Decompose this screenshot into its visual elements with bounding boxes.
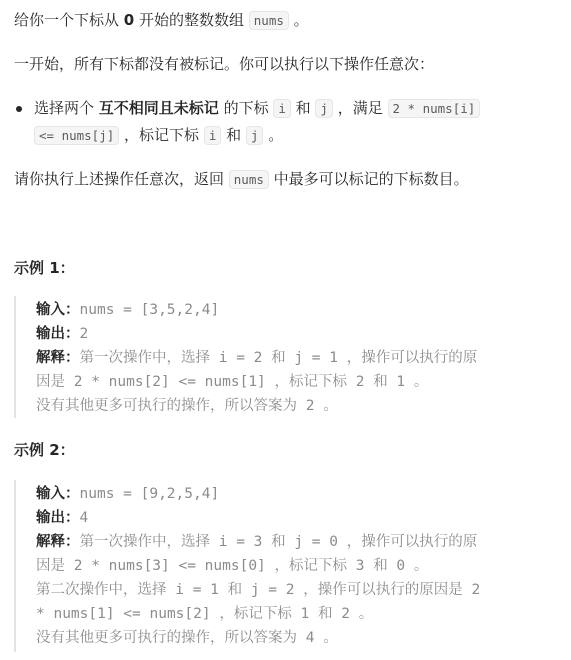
explanation-label: 解释： — [36, 534, 80, 550]
output-label: 输出： — [36, 510, 80, 526]
explanation-line: 第二次操作中，选择 i = 1 和 j = 2 ，操作可以执行的原因是 2 — [36, 582, 481, 598]
explanation-line: * nums[1] <= nums[2] ，标记下标 1 和 2 。 — [36, 606, 374, 622]
output-label: 输出： — [36, 326, 80, 342]
input-label: 输入： — [36, 486, 80, 502]
intro-zero: 0 — [123, 11, 135, 29]
example-2-block — [14, 480, 559, 652]
example-output: 4 — [79, 510, 89, 526]
explanation-line: 没有其他更多可执行的操作，所以答案为 2 。 — [36, 398, 338, 414]
explanation-line: 因是 2 * nums[2] <= nums[1] ，标记下标 2 和 1 。 — [36, 374, 429, 390]
example-output: 2 — [79, 326, 89, 342]
operation-text: 选择两个 互不相同且未标记 的下标 i 和 j ，满足 2 * nums[i] <= nums[j] ，标记下标 i 和 j 。 — [34, 96, 554, 148]
inline-code-condition-cont: <= nums[j] — [34, 126, 119, 145]
inline-code-nums: nums — [229, 170, 269, 189]
distinct-unmarked-emphasis: 互不相同且未标记 — [98, 99, 219, 117]
intro-text-3: 。 — [288, 11, 309, 29]
explanation-line: 第一次操作中，选择 i = 2 和 j = 1 ，操作可以执行的原 — [79, 350, 478, 366]
bullet-icon — [16, 106, 22, 112]
task-paragraph: 请你执行上述操作任意次，返回 nums 中最多可以标记的下标数目。 — [14, 170, 469, 188]
inline-code-j: j — [315, 99, 333, 118]
inline-code-condition: 2 * nums[i] — [388, 99, 481, 118]
explanation-label: 解释： — [36, 350, 80, 366]
explanation-line: 没有其他更多可执行的操作，所以答案为 4 。 — [36, 630, 338, 646]
inline-code-j: j — [246, 126, 264, 145]
rule-paragraph: 一开始，所有下标都没有被标记。你可以执行以下操作任意次： — [14, 55, 435, 73]
inline-code-i: i — [204, 126, 222, 145]
example-1-block — [14, 296, 559, 418]
example-input: nums = [9,2,5,4] — [79, 486, 220, 502]
explanation-line: 第一次操作中，选择 i = 3 和 j = 0 ，操作可以执行的原 — [79, 534, 478, 550]
intro-text-2: 开始的整数数组 — [134, 11, 249, 29]
example-2-title: 示例 2： — [14, 441, 75, 459]
inline-code-nums: nums — [249, 11, 289, 30]
example-input: nums = [3,5,2,4] — [79, 302, 220, 318]
input-label: 输入： — [36, 302, 80, 318]
explanation-line: 因是 2 * nums[3] <= nums[0] ，标记下标 3 和 0 。 — [36, 558, 429, 574]
inline-code-i: i — [273, 99, 291, 118]
intro-text: 给你一个下标从 — [14, 11, 124, 29]
example-1-title: 示例 1： — [14, 259, 75, 277]
intro-paragraph — [14, 8, 309, 33]
